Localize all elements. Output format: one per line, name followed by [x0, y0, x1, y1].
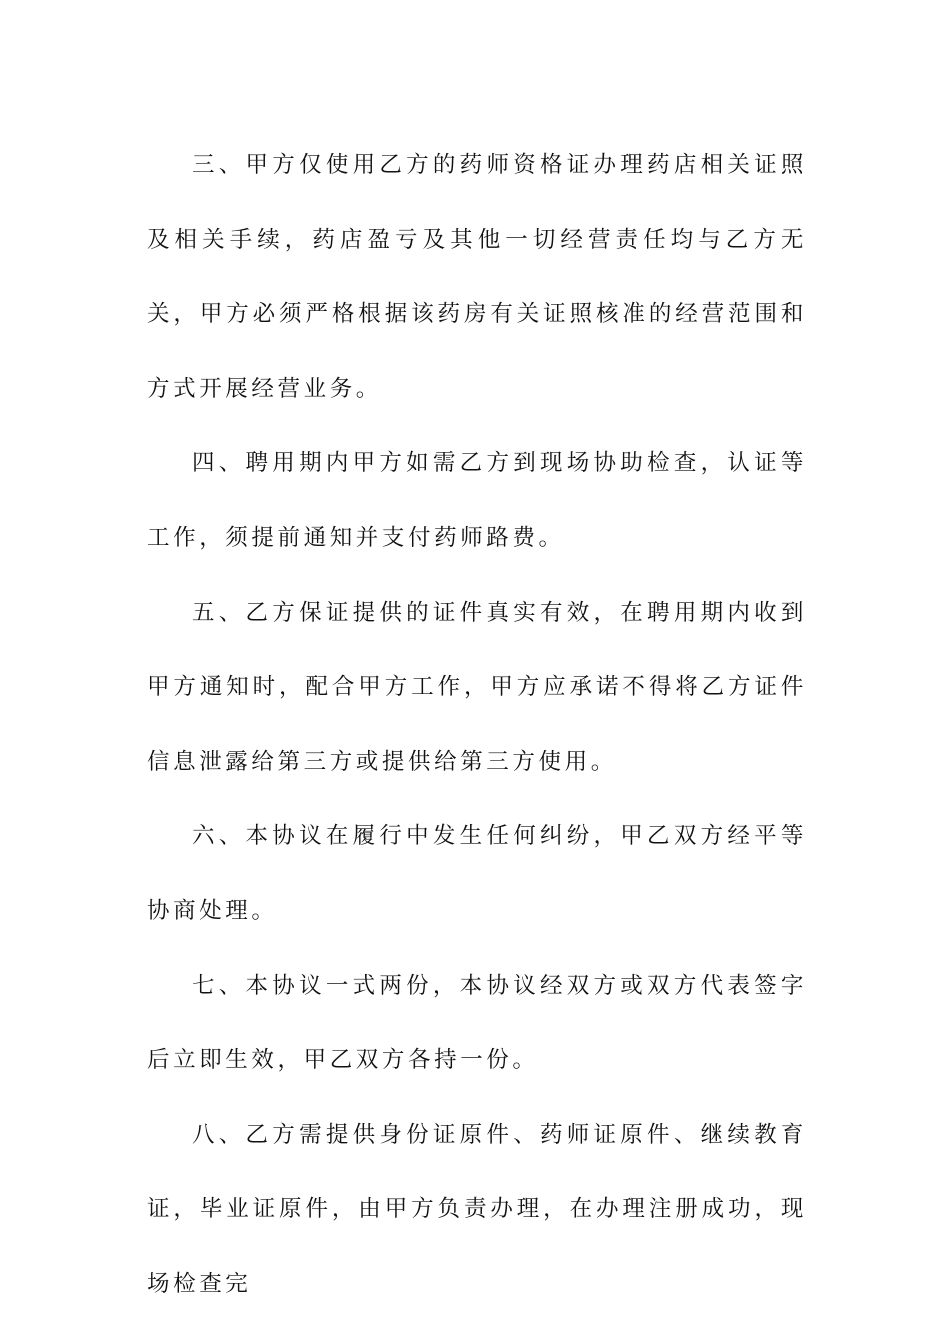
- document-body: [147, 128, 807, 1322]
- paragraph-clause-4: 四、聘用期内甲方如需乙方到现场协助检查，认证等工作，须提前通知并支付药师路费。: [147, 450, 807, 551]
- paragraph-clause-7: 七、本协议一式两份，本协议经双方或双方代表签字后立即生效，甲乙双方各持一份。: [147, 972, 807, 1074]
- paragraph-clause-6: 六、本协议在履行中发生任何纠纷，甲乙双方经平等协商处理。: [147, 823, 807, 924]
- paragraph-clause-8: 八、乙方需提供身份证原件、药师证原件、继续教育证，毕业证原件，由甲方负责办理，在办理注册成功，现场检查完: [147, 1121, 807, 1297]
- paragraph-clause-3: 三、甲方仅使用乙方的药师资格证办理药店相关证照及相关手续，药店盈亏及其他一切经营责任均与乙方无关，甲方必须严格根据该药房有关证照核准的经营范围和方式开展经营业务。: [147, 152, 807, 402]
- paragraph-clause-5: 五、乙方保证提供的证件真实有效，在聘用期内收到甲方通知时，配合甲方工作，甲方应承诺不得将乙方证件信息泄露给第三方或提供给第三方使用。: [147, 599, 807, 775]
